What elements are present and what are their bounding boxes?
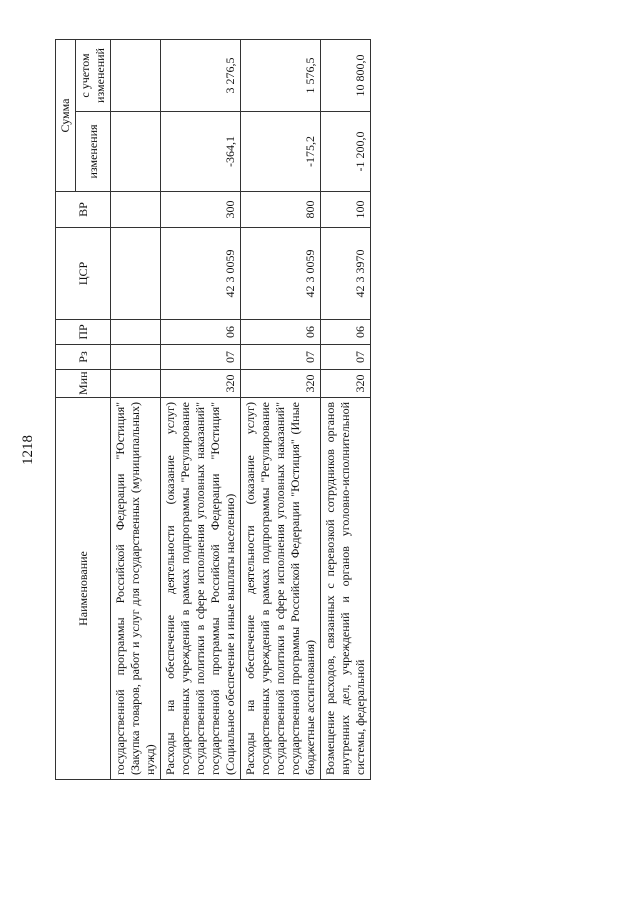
table-row bbox=[111, 39, 161, 779]
row-change: -175,2 bbox=[241, 112, 321, 192]
row-with-change bbox=[111, 39, 161, 111]
row-vr: 800 bbox=[241, 192, 321, 228]
page-number: 1218 bbox=[20, 435, 36, 465]
table-row bbox=[161, 39, 241, 779]
row-name: Расходы на обеспечение деятельности (оказание услуг) государственных учреждений в рамках подпрограммы "Регулирование государственной политики в сфере исполнения уголовных наказаний" государственной программы Российской Федерации "Юстиция" (Иные бюджетные ассигнования) bbox=[241, 398, 321, 780]
table-row bbox=[241, 39, 321, 779]
header-min: Мин bbox=[56, 370, 111, 398]
row-vr: 100 bbox=[321, 192, 371, 228]
row-csr: 42 3 0059 bbox=[241, 228, 321, 320]
row-with-change: 10 800,0 bbox=[321, 39, 371, 111]
row-with-change: 3 276,5 bbox=[161, 39, 241, 111]
row-csr bbox=[111, 228, 161, 320]
row-rz bbox=[111, 345, 161, 370]
header-sum: Сумма bbox=[56, 39, 76, 191]
row-rz: 07 bbox=[161, 345, 241, 370]
row-name: Возмещение расходов, связанных с перевозкой сотрудников органов внутренних дел, учреждений и органов уголовно-исполнительной системы, федеральной bbox=[321, 398, 371, 780]
row-change bbox=[111, 112, 161, 192]
row-min: 320 bbox=[241, 370, 321, 398]
header-with-change: с учетом изменений bbox=[76, 39, 111, 111]
row-pr bbox=[111, 320, 161, 345]
table-row bbox=[321, 39, 371, 779]
row-csr: 42 3 0059 bbox=[161, 228, 241, 320]
row-min bbox=[111, 370, 161, 398]
row-rz: 07 bbox=[321, 345, 371, 370]
budget-table bbox=[55, 39, 371, 780]
row-name: государственной программы Российской Федерации "Юстиция" (Закупка товаров, работ и услуг для государственных (муниципальных) нужд) bbox=[111, 398, 161, 780]
row-rz: 07 bbox=[241, 345, 321, 370]
header-vr: ВР bbox=[56, 192, 111, 228]
row-name: Расходы на обеспечение деятельности (оказание услуг) государственных учреждений в рамках подпрограммы "Регулирование государственной политики в сфере исполнения уголовных наказаний" государственной программы Российской Федерации "Юстиция" (Социальное обеспечение и иные выплаты населению) bbox=[161, 398, 241, 780]
header-row bbox=[56, 39, 76, 779]
row-with-change: 1 576,5 bbox=[241, 39, 321, 111]
row-csr: 42 3 3970 bbox=[321, 228, 371, 320]
row-vr bbox=[111, 192, 161, 228]
row-min: 320 bbox=[161, 370, 241, 398]
row-min: 320 bbox=[321, 370, 371, 398]
header-change: изменения bbox=[76, 112, 111, 192]
row-change: -364,1 bbox=[161, 112, 241, 192]
row-change: -1 200,0 bbox=[321, 112, 371, 192]
header-name: Наименование bbox=[56, 398, 111, 780]
row-vr: 300 bbox=[161, 192, 241, 228]
row-pr: 06 bbox=[321, 320, 371, 345]
row-pr: 06 bbox=[161, 320, 241, 345]
header-csr: ЦСР bbox=[56, 228, 111, 320]
header-pr: ПР bbox=[56, 320, 111, 345]
row-pr: 06 bbox=[241, 320, 321, 345]
header-rz: Рз bbox=[56, 345, 111, 370]
